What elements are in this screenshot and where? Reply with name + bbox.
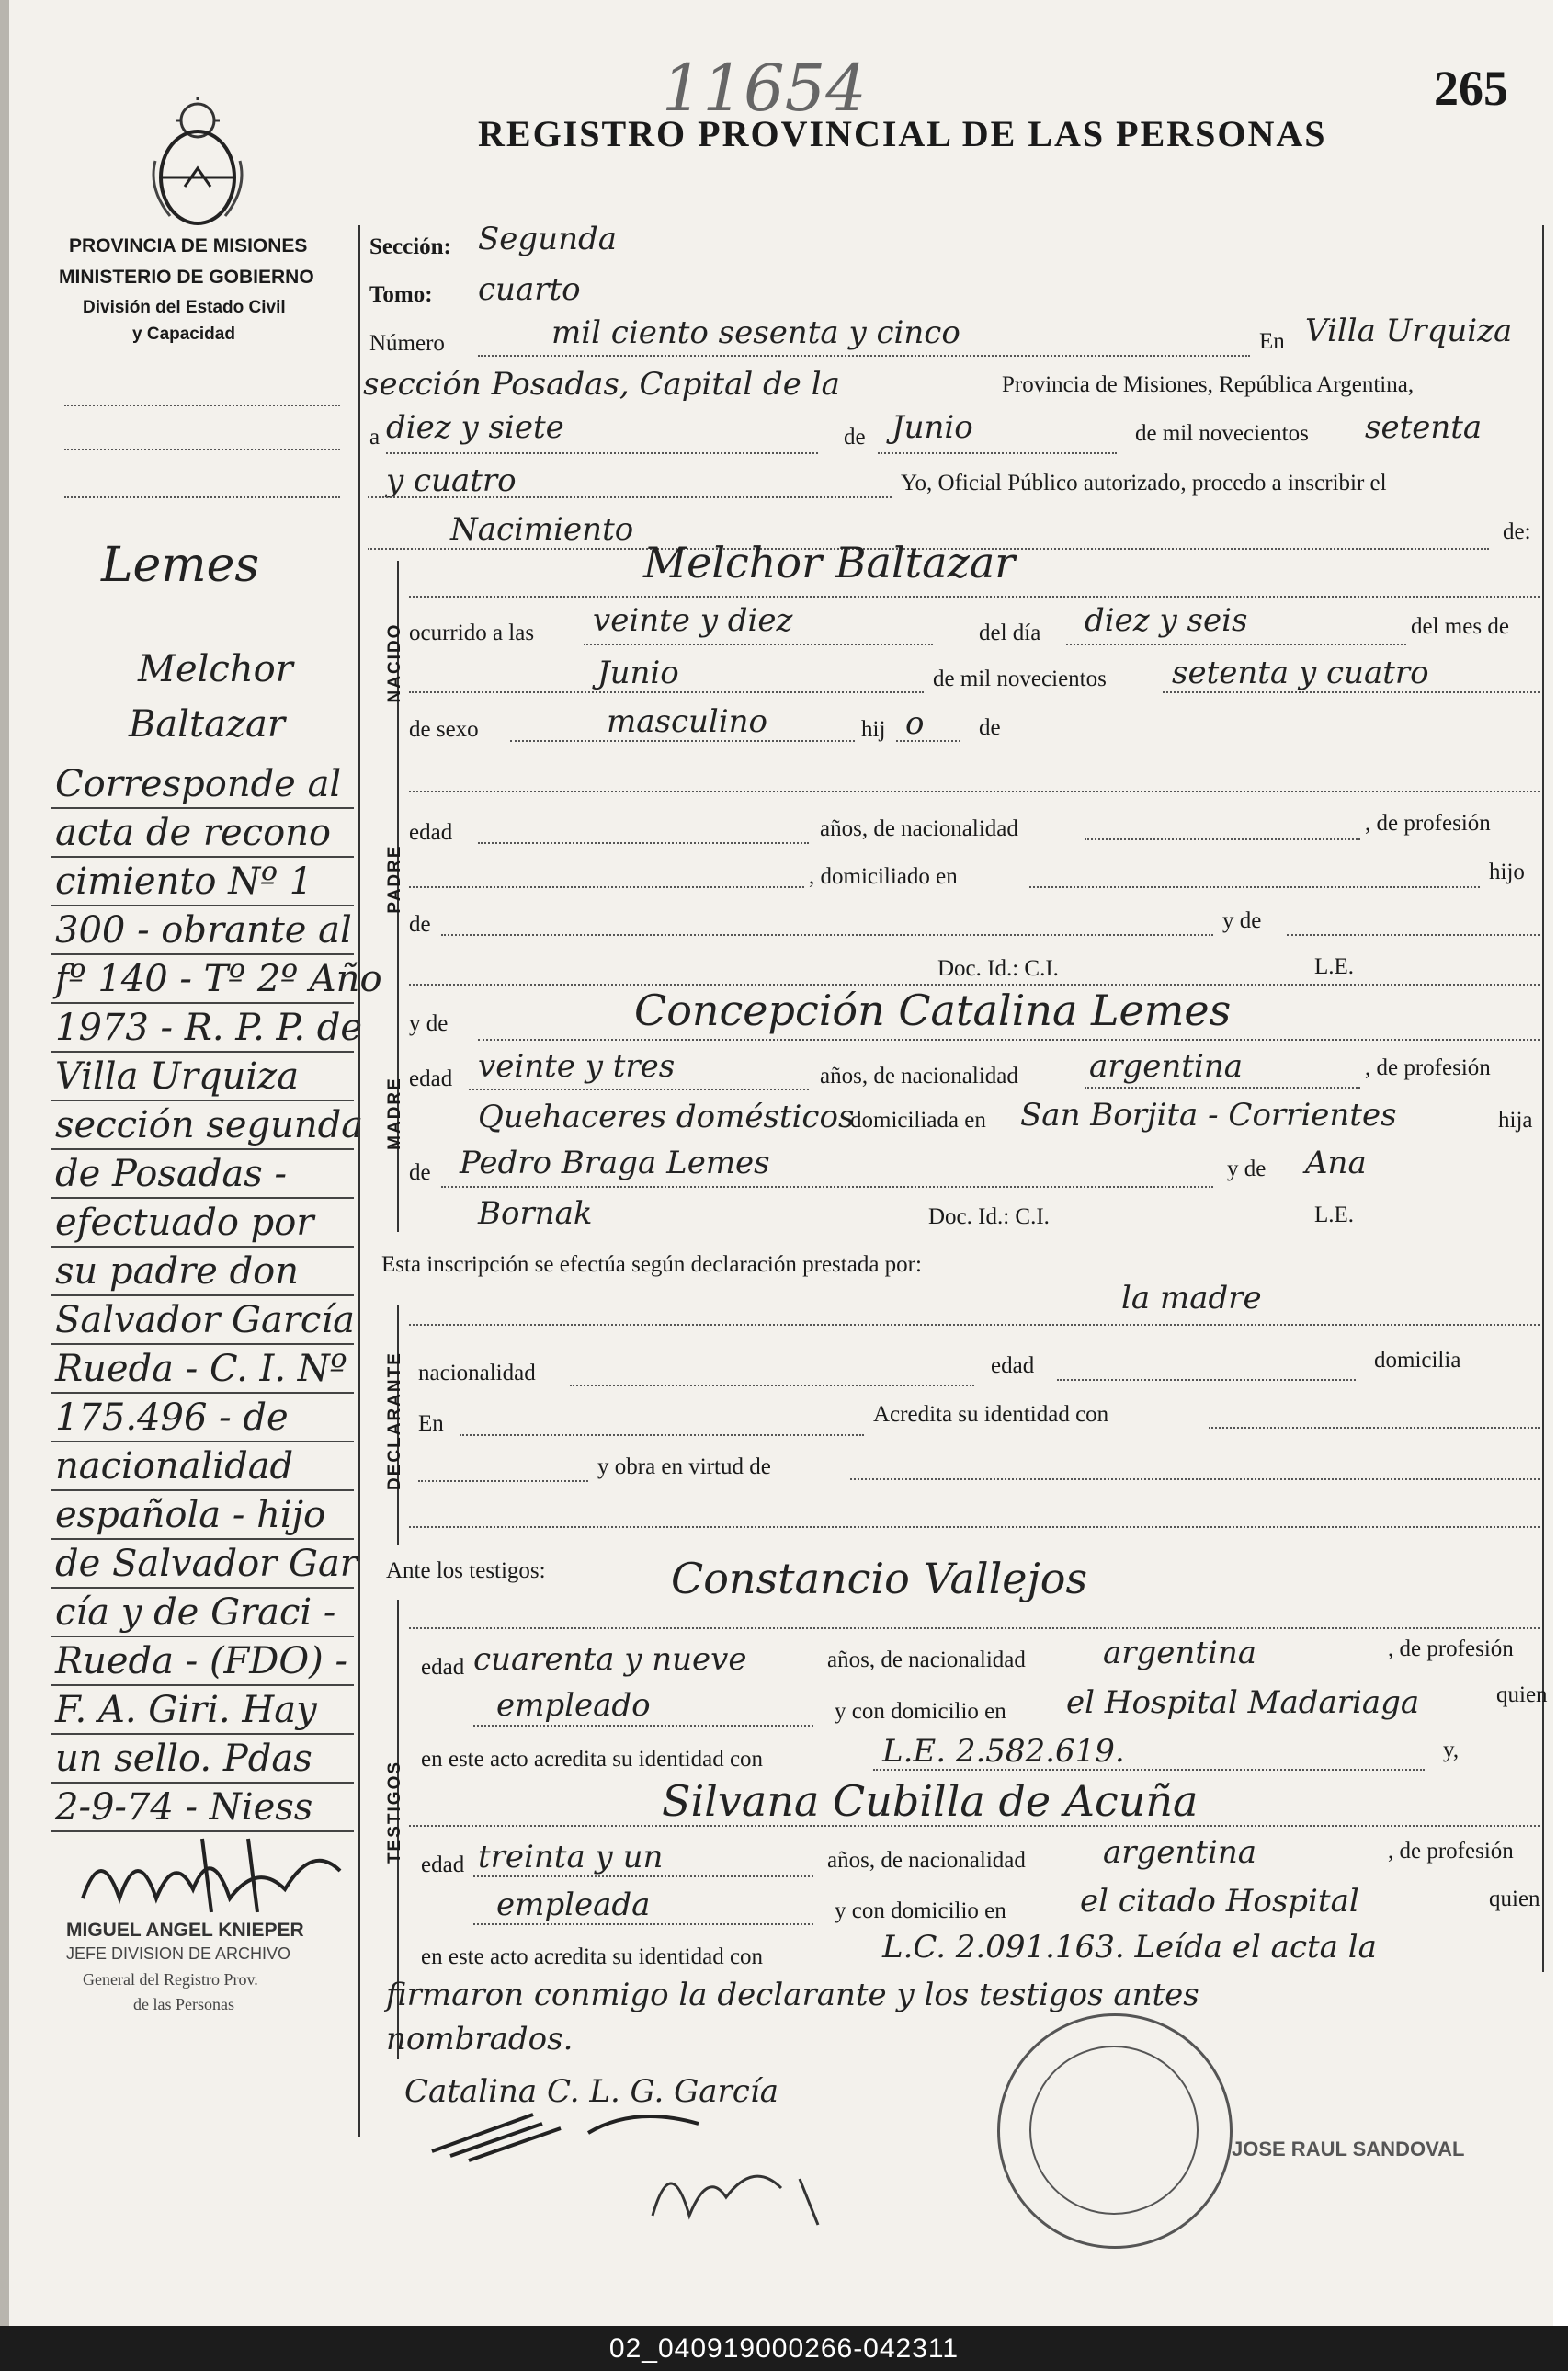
right-border [1542, 225, 1544, 1972]
margin-rule [51, 1830, 354, 1832]
madre-de-label: de [409, 1160, 431, 1185]
decl-nac-label: nacionalidad [418, 1361, 536, 1385]
del-mes-label: del mes de [1411, 614, 1509, 639]
page-number: 265 [1434, 61, 1508, 116]
division-label-2: y Capacidad [132, 325, 235, 344]
declarante-value: la madre [1121, 1280, 1262, 1317]
madre-doc-label: Doc. Id.: C.I. [928, 1204, 1050, 1229]
t1-nac-label: años, de nacionalidad [827, 1647, 1026, 1672]
mes-nac-value: Junio [597, 655, 679, 691]
decl-acredita-label: Acredita su identidad con [873, 1402, 1109, 1427]
numero-value: mil ciento sesenta y cinco [551, 314, 960, 351]
t2-edad-value: treinta y un [478, 1839, 664, 1875]
hora-line [584, 644, 933, 645]
madre-label: MADRE [385, 1077, 404, 1150]
madre-y-de-label: y de [409, 1011, 449, 1036]
closing-line-2: nombrados. [386, 2021, 574, 2058]
padre-prof-label: , de profesión [1365, 811, 1491, 836]
t2-acredita-label: en este acto acredita su identidad con [421, 1944, 764, 1969]
madre-nac-line [1085, 1087, 1360, 1089]
t2-quien-label: quien [1489, 1887, 1540, 1911]
margin-rule [51, 1343, 354, 1345]
margin-note-line: Rueda - C. I. Nº [55, 1348, 347, 1390]
margin-note-line: 2-9-74 - Niess [55, 1786, 313, 1829]
madre-nombre-value: Concepción Catalina Lemes [634, 986, 1232, 1035]
margin-line [64, 496, 340, 498]
madre-prof-value: Quehaceres domésticos [478, 1099, 855, 1135]
madre-prof-label: , de profesión [1365, 1055, 1491, 1080]
margin-rule [51, 1051, 354, 1053]
sexo-label: de sexo [409, 717, 479, 742]
madre-madre-value-2: Bornak [478, 1195, 593, 1232]
decl-en-line [460, 1434, 864, 1436]
numero-line [478, 355, 1250, 357]
decl-edad-label: edad [991, 1353, 1035, 1378]
t2-nac-value: argentina [1103, 1834, 1257, 1871]
testigo2-nombre: Silvana Cubilla de Acuña [662, 1776, 1199, 1826]
anio-nac-value: setenta y cuatro [1172, 655, 1429, 691]
margin-rule [51, 1294, 354, 1296]
margin-line [64, 405, 340, 406]
margin-signature [74, 1834, 349, 1917]
testigo1-nombre-line [409, 1627, 1540, 1629]
margin-rule [51, 1246, 354, 1248]
margin-rule [51, 1684, 354, 1686]
en-label: En [1259, 329, 1285, 354]
division-label: División del Estado Civil [83, 298, 286, 317]
t1-acredita-label: en este acto acredita su identidad con [421, 1747, 764, 1772]
madre-domicilio-label: domiciliada en [850, 1108, 986, 1133]
t2-prof-value: empleada [496, 1887, 651, 1923]
padre-domicilio-label: , domiciliado en [809, 864, 958, 889]
de-label-2: de [979, 715, 1001, 740]
handwritten-number: 11654 [662, 51, 867, 126]
decl-acredita-line [1209, 1427, 1540, 1429]
madre-madre-value-1: Ana [1305, 1145, 1367, 1181]
madre-edad-value: veinte y tres [478, 1048, 676, 1085]
hij-value: o [905, 705, 925, 742]
margin-note-line: Villa Urquiza [55, 1055, 300, 1098]
seccion-label: Sección: [369, 234, 451, 259]
padre-padre-line [441, 934, 1213, 936]
decl-domicilia-label: domicilia [1374, 1348, 1461, 1373]
del-dia-label: del día [979, 621, 1041, 645]
decl-edad-line [1057, 1379, 1356, 1381]
numero-label: Número [369, 331, 445, 356]
margin-rule [51, 1197, 354, 1199]
margin-note-line: española - hijo [55, 1494, 326, 1536]
page-title: REGISTRO PROVINCIAL DE LAS PERSONAS [478, 113, 1327, 154]
margin-rule [51, 1538, 354, 1540]
ocurrido-label: ocurrido a las [409, 621, 535, 645]
decl-virtud-line-2 [850, 1478, 1540, 1480]
nombre-value: Melchor Baltazar [643, 538, 1016, 587]
madre-edad-label: edad [409, 1066, 453, 1091]
margin-rule [51, 1392, 354, 1394]
anio-line [368, 496, 892, 498]
nombre-line [409, 596, 1540, 598]
margin-note-line: Salvador García [55, 1299, 355, 1341]
margin-stamp-line: MIGUEL ANGEL KNIEPER [66, 1920, 304, 1941]
padre-doc-label: Doc. Id.: C.I. [937, 956, 1059, 981]
madre-nac-label: años, de nacionalidad [820, 1064, 1018, 1089]
padre-nac-line [1085, 838, 1360, 840]
hij-line [896, 740, 960, 742]
testigos-header: Ante los testigos: [386, 1558, 546, 1583]
t1-quien-label: quien [1496, 1682, 1548, 1707]
t2-edad-label: edad [421, 1852, 465, 1877]
page-edge [0, 0, 9, 2326]
margin-line [64, 449, 340, 450]
padre-hijo-label: hijo [1489, 860, 1525, 884]
margin-stamp-line: General del Registro Prov. [83, 1970, 258, 1989]
decl-en-label: En [418, 1411, 444, 1436]
margin-rule [51, 1100, 354, 1101]
mil-novecientos-label-2: de mil novecientos [933, 667, 1107, 691]
padre-prof-line [409, 886, 804, 888]
decl-bottom-line [409, 1526, 1540, 1528]
padre-name-line [409, 791, 1540, 792]
padre-madre-line [1287, 934, 1540, 936]
padre-le-label: L.E. [1314, 954, 1355, 979]
madre-padre-value: Pedro Braga Lemes [460, 1145, 770, 1181]
declarante-label: DECLARANTE [385, 1351, 404, 1490]
t1-doc-line [873, 1769, 1425, 1771]
margin-rule [51, 1148, 354, 1150]
margin-note-line: un sello. Pdas [55, 1738, 312, 1780]
sexo-value: masculino [607, 703, 768, 740]
margin-note-line: Rueda - (FDO) - [55, 1640, 348, 1682]
margin-note-line: efectuado por [55, 1202, 314, 1244]
t2-prof-line [473, 1923, 813, 1925]
margin-rule [51, 1733, 354, 1735]
anio-value-1: setenta [1365, 409, 1483, 446]
decl-virtud-line-1 [418, 1480, 588, 1482]
hora-value: veinte y diez [593, 602, 793, 639]
margin-note-line: Corresponde al [55, 763, 342, 805]
margin-rule [51, 905, 354, 906]
margin-note-line: acta de recono [55, 812, 331, 854]
t2-dom-value: el citado Hospital [1080, 1883, 1359, 1920]
declaracion-label: Esta inscripción se efectúa según declaración prestada por: [381, 1252, 922, 1277]
tomo-label: Tomo: [369, 282, 433, 307]
mil-novecientos-label: de mil novecientos [1135, 421, 1309, 446]
t1-edad-label: edad [421, 1655, 465, 1680]
mes-line [878, 452, 1117, 454]
padre-edad-line [478, 842, 809, 844]
t1-y-label: y, [1443, 1738, 1460, 1762]
margin-note-line: 175.496 - de [55, 1396, 289, 1439]
margin-note-line: de Salvador Gar [55, 1543, 358, 1585]
sexo-line [510, 740, 855, 742]
mes-nac-line [409, 691, 924, 693]
official-seal-inner-ring [1029, 2046, 1199, 2215]
decl-virtud-label: y obra en virtud de [597, 1454, 771, 1479]
margin-rule [51, 1636, 354, 1637]
margin-rule [51, 1587, 354, 1589]
margin-name-1: Melchor [138, 648, 293, 690]
padre-label: PADRE [385, 844, 404, 914]
margin-note-line: F. A. Giri. Hay [55, 1689, 317, 1731]
inscribir-value: Nacimiento [450, 511, 634, 548]
margin-note-line: 300 - obrante al [55, 909, 352, 952]
madre-padre-line [441, 1186, 1213, 1188]
dia-nac-line [1066, 644, 1406, 645]
t1-dom-label: y con domicilio en [835, 1699, 1006, 1724]
t1-prof-label: , de profesión [1388, 1636, 1514, 1661]
madre-nac-value: argentina [1089, 1048, 1244, 1085]
witness-signature [634, 2142, 836, 2234]
oficial-stamp-name: JOSE RAUL SANDOVAL [1232, 2137, 1465, 2160]
margin-note-line: sección segunda [55, 1104, 364, 1146]
dia-nac-value: diez y seis [1085, 602, 1248, 639]
margin-name-2: Baltazar [129, 703, 285, 746]
margin-note-line: cía y de Graci - [55, 1591, 336, 1634]
margin-note-line: 1973 - R. P. P. de [55, 1007, 363, 1049]
t2-edad-line [473, 1875, 813, 1877]
firma-declarante: Catalina C. L. G. García [404, 2073, 778, 2110]
oficial-label: Yo, Oficial Público autorizado, procedo a inscribir el [901, 471, 1387, 496]
declarante-line [409, 1324, 1540, 1326]
provincia-label: Provincia de Misiones, República Argentina, [1002, 372, 1415, 397]
madre-edad-line [469, 1089, 809, 1090]
madre-le-label: L.E. [1314, 1203, 1355, 1227]
madre-nombre-line [478, 1039, 1540, 1041]
seccion-posadas: sección Posadas, Capital de la [363, 366, 840, 403]
a-label: a [369, 425, 381, 450]
margin-rule [51, 953, 354, 955]
padre-edad-label: edad [409, 820, 453, 845]
t1-nac-value: argentina [1103, 1635, 1257, 1671]
margin-rule [51, 856, 354, 858]
hij-label: hij [861, 717, 886, 742]
t1-edad-value: cuarenta y nueve [473, 1641, 747, 1678]
footer-code: 02_040919000266-042311 [608, 2333, 960, 2364]
t1-prof-line [473, 1725, 813, 1727]
testigos-label: TESTIGOS [385, 1760, 404, 1864]
padre-y-de-label: y de [1222, 908, 1262, 933]
madre-y-de-label-2: y de [1227, 1157, 1267, 1181]
decl-nac-line [570, 1385, 974, 1386]
margin-note-line: cimiento Nº 1 [55, 861, 313, 903]
t2-nac-label: años, de nacionalidad [827, 1848, 1026, 1873]
t2-prof-label: , de profesión [1388, 1839, 1514, 1864]
coat-of-arms-icon [142, 97, 253, 230]
margin-surname: Lemes [101, 538, 260, 593]
madre-hija-label: hija [1498, 1108, 1533, 1133]
t1-dom-value: el Hospital Madariaga [1066, 1684, 1420, 1721]
padre-domicilio-line [1029, 886, 1480, 888]
madre-domicilio-value: San Borjita - Corrientes [1020, 1097, 1397, 1134]
ministry-label: MINISTERIO DE GOBIERNO [59, 267, 314, 288]
margin-rule [51, 1782, 354, 1784]
padre-de-label: de [409, 912, 431, 937]
tomo-value: cuarto [478, 271, 581, 308]
padre-nac-label: años, de nacionalidad [820, 816, 1018, 841]
margin-note-line: su padre don [55, 1250, 300, 1293]
nacido-label: NACIDO [385, 622, 404, 703]
dia-value: diez y siete [386, 409, 564, 446]
margin-stamp-line: JEFE DIVISION DE ARCHIVO [66, 1944, 291, 1963]
margin-rule [51, 1002, 354, 1004]
t1-doc-value: L.E. 2.582.619. [882, 1733, 1125, 1770]
anio-nac-line [1163, 691, 1540, 693]
testigo1-nombre: Constancio Vallejos [671, 1554, 1088, 1603]
margin-rule [51, 807, 354, 809]
t1-prof-value: empleado [496, 1687, 651, 1724]
t2-dom-label: y con domicilio en [835, 1898, 1006, 1923]
de-colon-label: de: [1503, 519, 1531, 544]
seccion-value: Segunda [478, 221, 618, 257]
margin-note-line: fº 140 - Tº 2º Año [55, 958, 382, 1000]
margin-rule [51, 1441, 354, 1442]
margin-stamp-line: de las Personas [133, 1995, 234, 2013]
anio-value-2: y cuatro [386, 462, 517, 499]
column-divider [358, 225, 360, 2137]
margin-note-line: de Posadas - [55, 1153, 287, 1195]
closing-line-1: firmaron conmigo la declarante y los testigos antes [386, 1977, 1199, 2013]
margin-note-line: nacionalidad [55, 1445, 294, 1488]
testigo2-nombre-line [409, 1825, 1540, 1827]
mes-value: Junio [892, 409, 973, 446]
footer-code-bar [0, 2326, 1568, 2371]
t2-doc-value: L.C. 2.091.163. Leída el acta la [882, 1929, 1377, 1966]
en-value: Villa Urquiza [1305, 313, 1513, 349]
dia-line [386, 452, 818, 454]
de-label: de [844, 425, 866, 450]
province-label: PROVINCIA DE MISIONES [69, 235, 308, 256]
margin-rule [51, 1489, 354, 1491]
